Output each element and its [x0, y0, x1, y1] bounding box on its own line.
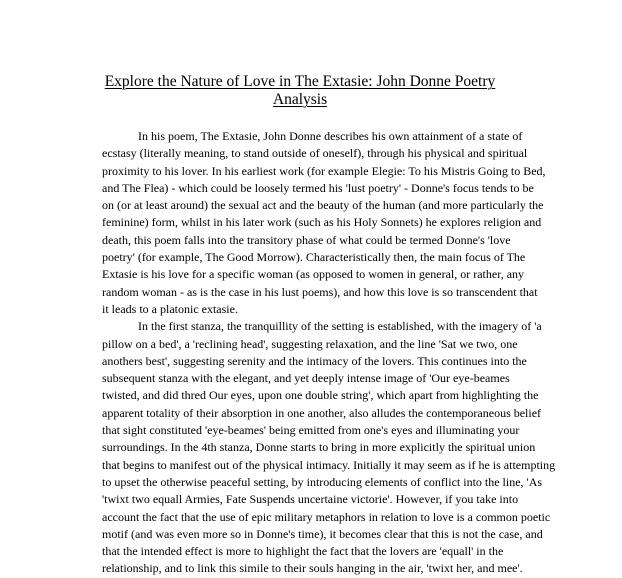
- paragraph-line: that the intended effect is more to highlight the fact that the lovers are 'equall' in the: [102, 544, 504, 559]
- paragraph-line: that sight constituted 'eye-beames' being emitted from one's eyes and illuminating your: [102, 423, 520, 438]
- paragraph-line: In the first stanza, the tranquillity of the setting is established, with the imagery of 'a: [138, 319, 542, 334]
- paragraph-line: and The Flea) - which could be loosely termed his 'lust poetry' - Donne's focus tends to be: [102, 180, 534, 195]
- paragraph-line: random woman - as is the case in his lust poems), and how this love is so transcendent that: [102, 284, 538, 299]
- paragraph-line: ecstasy (literally meaning, to stand outside of oneself), through his physical and spiritual: [102, 146, 528, 161]
- paragraph-line: motif (and was even more so in Donne's time), it becomes clear that this is not the case, and: [102, 526, 543, 541]
- paragraph-line: that begins to manifest out of the physical intimacy. Initially it may seem as if he is attempting: [102, 457, 556, 472]
- paragraph-line: Extasie is his love for a specific woman (as opposed to women in general, or rather, any: [102, 267, 525, 282]
- paragraph-line: to upset the otherwise peaceful setting, by introducing elements of conflict into the line, 'As: [102, 474, 543, 489]
- paragraph-line: pillow on a bed', a 'reclining head', suggesting relaxation, and the line 'Sat we two, one: [102, 336, 518, 351]
- paragraph-line: relationship, and to link this simile to their souls hanging in the air, 'twixt her, and mee'.: [102, 561, 523, 576]
- paragraph-line: 'twixt two equall Armies, Fate Suspends uncertaine victorie'. However, if you take into: [102, 492, 519, 507]
- title-line-2: Analysis: [272, 91, 328, 108]
- paragraph-line: feminine) form, whilst in his later work (such as his Holy Sonnets) he explores religion and: [102, 215, 542, 230]
- document-title: [0, 73, 600, 109]
- paragraph-line: on (or at least around) the sexual act and the beauty of the human (and more particularly the: [102, 198, 544, 213]
- title-line-1: Explore the Nature of Love in The Extasie: John Donne Poetry: [104, 73, 496, 90]
- paragraph-line: death, this poem falls into the transitory phase of what could be termed Donne's 'love: [102, 232, 511, 247]
- paragraph-line: it leads to a platonic extasie.: [102, 301, 238, 316]
- paragraph-line: twisted, and did thred Our eyes, upon one double string', which apart from highlighting the: [102, 388, 539, 403]
- paragraph-line: In his poem, The Extasie, John Donne describes his own attainment of a state of: [138, 129, 523, 143]
- paragraph-line: account the fact that the use of epic military metaphors in relation to love is a common poetic: [102, 509, 551, 524]
- paragraph-line: surroundings. In the 4th stanza, Donne starts to bring in more explicitly the spiritual union: [102, 440, 536, 455]
- paragraph-line: subsequent stanza with the elegant, and yet deeply intense image of 'Our eye-beames: [102, 371, 510, 386]
- paragraph-line: anothers best', suggesting serenity and the intimacy of the lovers. This continues into the: [102, 353, 527, 368]
- paragraph-line: proximity to his lover. In his earliest work (for example Elegie: To his Mistris Going to Bed,: [102, 163, 546, 178]
- paragraph-line: apparent totality of their absorption in one another, also alludes the contemporaneous belief: [102, 405, 542, 420]
- document-body: [102, 128, 622, 578]
- paragraph-line: poetry' (for example, The Good Morrow). Characteristically then, the main focus of The: [102, 250, 526, 265]
